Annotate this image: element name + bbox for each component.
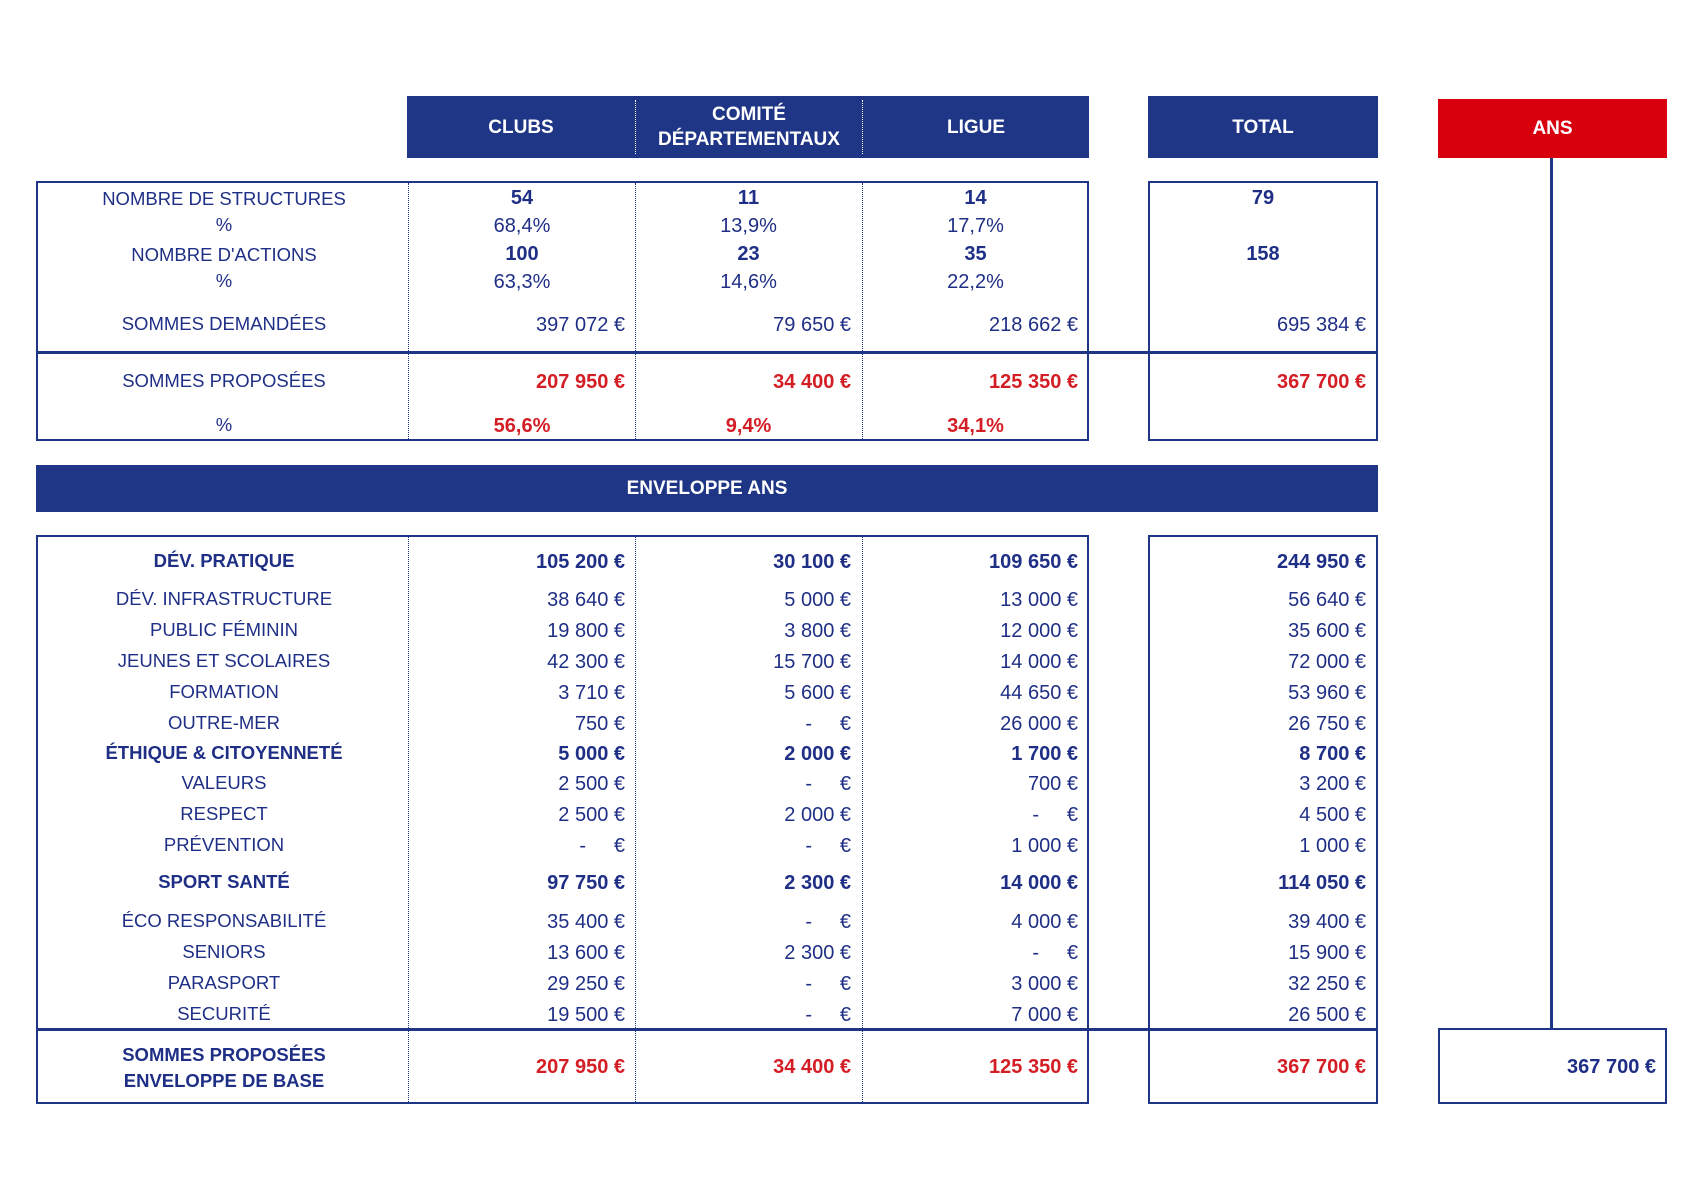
cell-clubs: 3 710 € <box>558 681 625 704</box>
cell-clubs: 397 072 € <box>536 313 625 336</box>
cell-comites: 5 600 € <box>784 681 851 704</box>
cell-total: 53 960 € <box>1288 681 1366 704</box>
ans-connector-line <box>1550 158 1553 1030</box>
cell-comites: 79 650 € <box>773 313 851 336</box>
cell-comites: - € <box>805 834 851 857</box>
cell-total: 114 050 € <box>1278 871 1366 894</box>
cell-total: 15 900 € <box>1288 941 1366 964</box>
row-label: ÉTHIQUE & CITOYENNETÉ <box>105 742 343 763</box>
cell-total: 367 700 € <box>1277 370 1366 393</box>
cell-clubs: 19 500 € <box>547 1003 625 1026</box>
cell-comites: 34 400 € <box>773 1055 851 1078</box>
cell-total: 32 250 € <box>1288 972 1366 995</box>
cell-clubs: 54 <box>510 186 534 209</box>
row-label: NOMBRE DE STRUCTURES <box>102 188 346 209</box>
cell-comites: 2 000 € <box>784 803 851 826</box>
cell-ligue: 34,1% <box>947 414 1004 437</box>
cell-ligue: 109 650 € <box>989 550 1078 573</box>
cell-clubs: 100 <box>505 242 539 265</box>
cell-ligue: 3 000 € <box>1011 972 1078 995</box>
cell-total: 1 000 € <box>1299 834 1366 857</box>
cell-comites: - € <box>805 972 851 995</box>
row-label: JEUNES ET SCOLAIRES <box>117 650 331 671</box>
cell-comites: 5 000 € <box>784 588 851 611</box>
cell-comites: 9,4% <box>725 414 772 437</box>
cell-total: 26 500 € <box>1288 1003 1366 1026</box>
cell-ligue: 4 000 € <box>1011 910 1078 933</box>
ans-total-value: 367 700 € <box>1567 1055 1656 1078</box>
cell-ligue: 1 700 € <box>1011 742 1078 765</box>
cell-ligue: 125 350 € <box>989 1055 1078 1078</box>
row-label: PARASPORT <box>167 972 281 993</box>
row-label: ÉCO RESPONSABILITÉ <box>121 910 327 931</box>
cell-clubs: 13 600 € <box>547 941 625 964</box>
row-label: FORMATION <box>169 681 279 702</box>
cell-clubs: 63,3% <box>493 270 551 293</box>
cell-ligue: 13 000 € <box>1000 588 1078 611</box>
cell-ligue: 12 000 € <box>1000 619 1078 642</box>
row-label: PUBLIC FÉMININ <box>149 619 299 640</box>
row-label: VALEURS <box>181 772 267 793</box>
cell-ligue: 14 000 € <box>1000 650 1078 673</box>
cell-ligue: 125 350 € <box>989 370 1078 393</box>
cell-ligue: - € <box>1032 941 1078 964</box>
cell-comites: - € <box>805 712 851 735</box>
cell-clubs: 68,4% <box>493 214 551 237</box>
cell-ligue: 7 000 € <box>1011 1003 1078 1026</box>
cell-comites: - € <box>805 772 851 795</box>
cell-comites: - € <box>805 1003 851 1026</box>
cell-clubs: 5 000 € <box>558 742 625 765</box>
summary-separator <box>36 351 1378 354</box>
row-label: % <box>215 214 233 235</box>
header-ligue: LIGUE <box>946 116 1006 138</box>
cell-comites: 2 300 € <box>784 871 851 894</box>
cell-clubs: 19 800 € <box>547 619 625 642</box>
row-label: SECURITÉ <box>177 1003 271 1024</box>
cell-clubs: 207 950 € <box>536 370 625 393</box>
cell-ligue: 35 <box>964 242 987 265</box>
cell-clubs: 29 250 € <box>547 972 625 995</box>
row-label: SOMMES PROPOSÉES ENVELOPPE DE BASE <box>122 1044 326 1091</box>
cell-clubs: 35 400 € <box>547 910 625 933</box>
row-label: % <box>215 270 233 291</box>
cell-total: 39 400 € <box>1288 910 1366 933</box>
cell-comites: 23 <box>737 242 760 265</box>
row-label: OUTRE-MER <box>167 712 281 733</box>
cell-total: 56 640 € <box>1288 588 1366 611</box>
header-ans: ANS <box>1438 99 1667 158</box>
cell-total: 79 <box>1251 186 1275 209</box>
cell-comites: 34 400 € <box>773 370 851 393</box>
cell-clubs: 2 500 € <box>558 803 625 826</box>
cell-total: 695 384 € <box>1277 313 1366 336</box>
cell-total: 244 950 € <box>1277 550 1366 573</box>
row-label: SOMMES DEMANDÉES <box>121 313 327 334</box>
cell-clubs: 97 750 € <box>547 871 625 894</box>
cell-clubs: 207 950 € <box>536 1055 625 1078</box>
cell-ligue: 44 650 € <box>1000 681 1078 704</box>
cell-clubs: 105 200 € <box>536 550 625 573</box>
cell-comites: 2 300 € <box>784 941 851 964</box>
row-label: SOMMES PROPOSÉES <box>122 370 326 391</box>
cell-comites: 3 800 € <box>784 619 851 642</box>
cell-total: 4 500 € <box>1299 803 1366 826</box>
cell-comites: 13,9% <box>720 214 777 237</box>
cell-total: 72 000 € <box>1288 650 1366 673</box>
cell-ligue: - € <box>1032 803 1078 826</box>
cell-comites: 11 <box>737 186 760 209</box>
cell-comites: 30 100 € <box>773 550 851 573</box>
cell-comites: 15 700 € <box>773 650 851 673</box>
cell-ligue: 14 000 € <box>1000 871 1078 894</box>
row-label: SENIORS <box>182 941 266 962</box>
row-label: NOMBRE D'ACTIONS <box>131 244 317 265</box>
row-label: DÉV. INFRASTRUCTURE <box>115 588 333 609</box>
cell-clubs: 38 640 € <box>547 588 625 611</box>
cell-clubs: 750 € <box>574 712 625 735</box>
cell-ligue: 26 000 € <box>1000 712 1078 735</box>
cell-ligue: 218 662 € <box>989 313 1078 336</box>
cell-total: 35 600 € <box>1288 619 1366 642</box>
row-label: % <box>215 414 233 435</box>
row-label: DÉV. PRATIQUE <box>153 550 295 571</box>
cell-ligue: 17,7% <box>947 214 1004 237</box>
row-label: RESPECT <box>180 803 268 824</box>
header-clubs: CLUBS <box>488 116 554 138</box>
cell-ligue: 1 000 € <box>1011 834 1078 857</box>
cell-total: 158 <box>1246 242 1280 265</box>
enveloppe-banner: ENVELOPPE ANS <box>36 465 1378 512</box>
cell-total: 8 700 € <box>1299 742 1366 765</box>
cell-comites: 2 000 € <box>784 742 851 765</box>
cell-total: 367 700 € <box>1277 1055 1366 1078</box>
cell-comites: - € <box>805 910 851 933</box>
cell-total: 3 200 € <box>1299 772 1366 795</box>
cell-total: 26 750 € <box>1288 712 1366 735</box>
row-label: PRÉVENTION <box>163 834 285 855</box>
cell-clubs: 56,6% <box>493 414 551 437</box>
row-label: SPORT SANTÉ <box>158 871 290 892</box>
cell-ligue: 14 <box>964 186 987 209</box>
cell-clubs: 2 500 € <box>558 772 625 795</box>
cell-comites: 14,6% <box>720 270 777 293</box>
cell-ligue: 700 € <box>1027 772 1078 795</box>
header-comites: COMITÉ DÉPARTEMENTAUX <box>658 104 840 150</box>
cell-clubs: - € <box>579 834 625 857</box>
cell-clubs: 42 300 € <box>547 650 625 673</box>
cell-ligue: 22,2% <box>947 270 1004 293</box>
header-total: TOTAL <box>1148 96 1378 158</box>
